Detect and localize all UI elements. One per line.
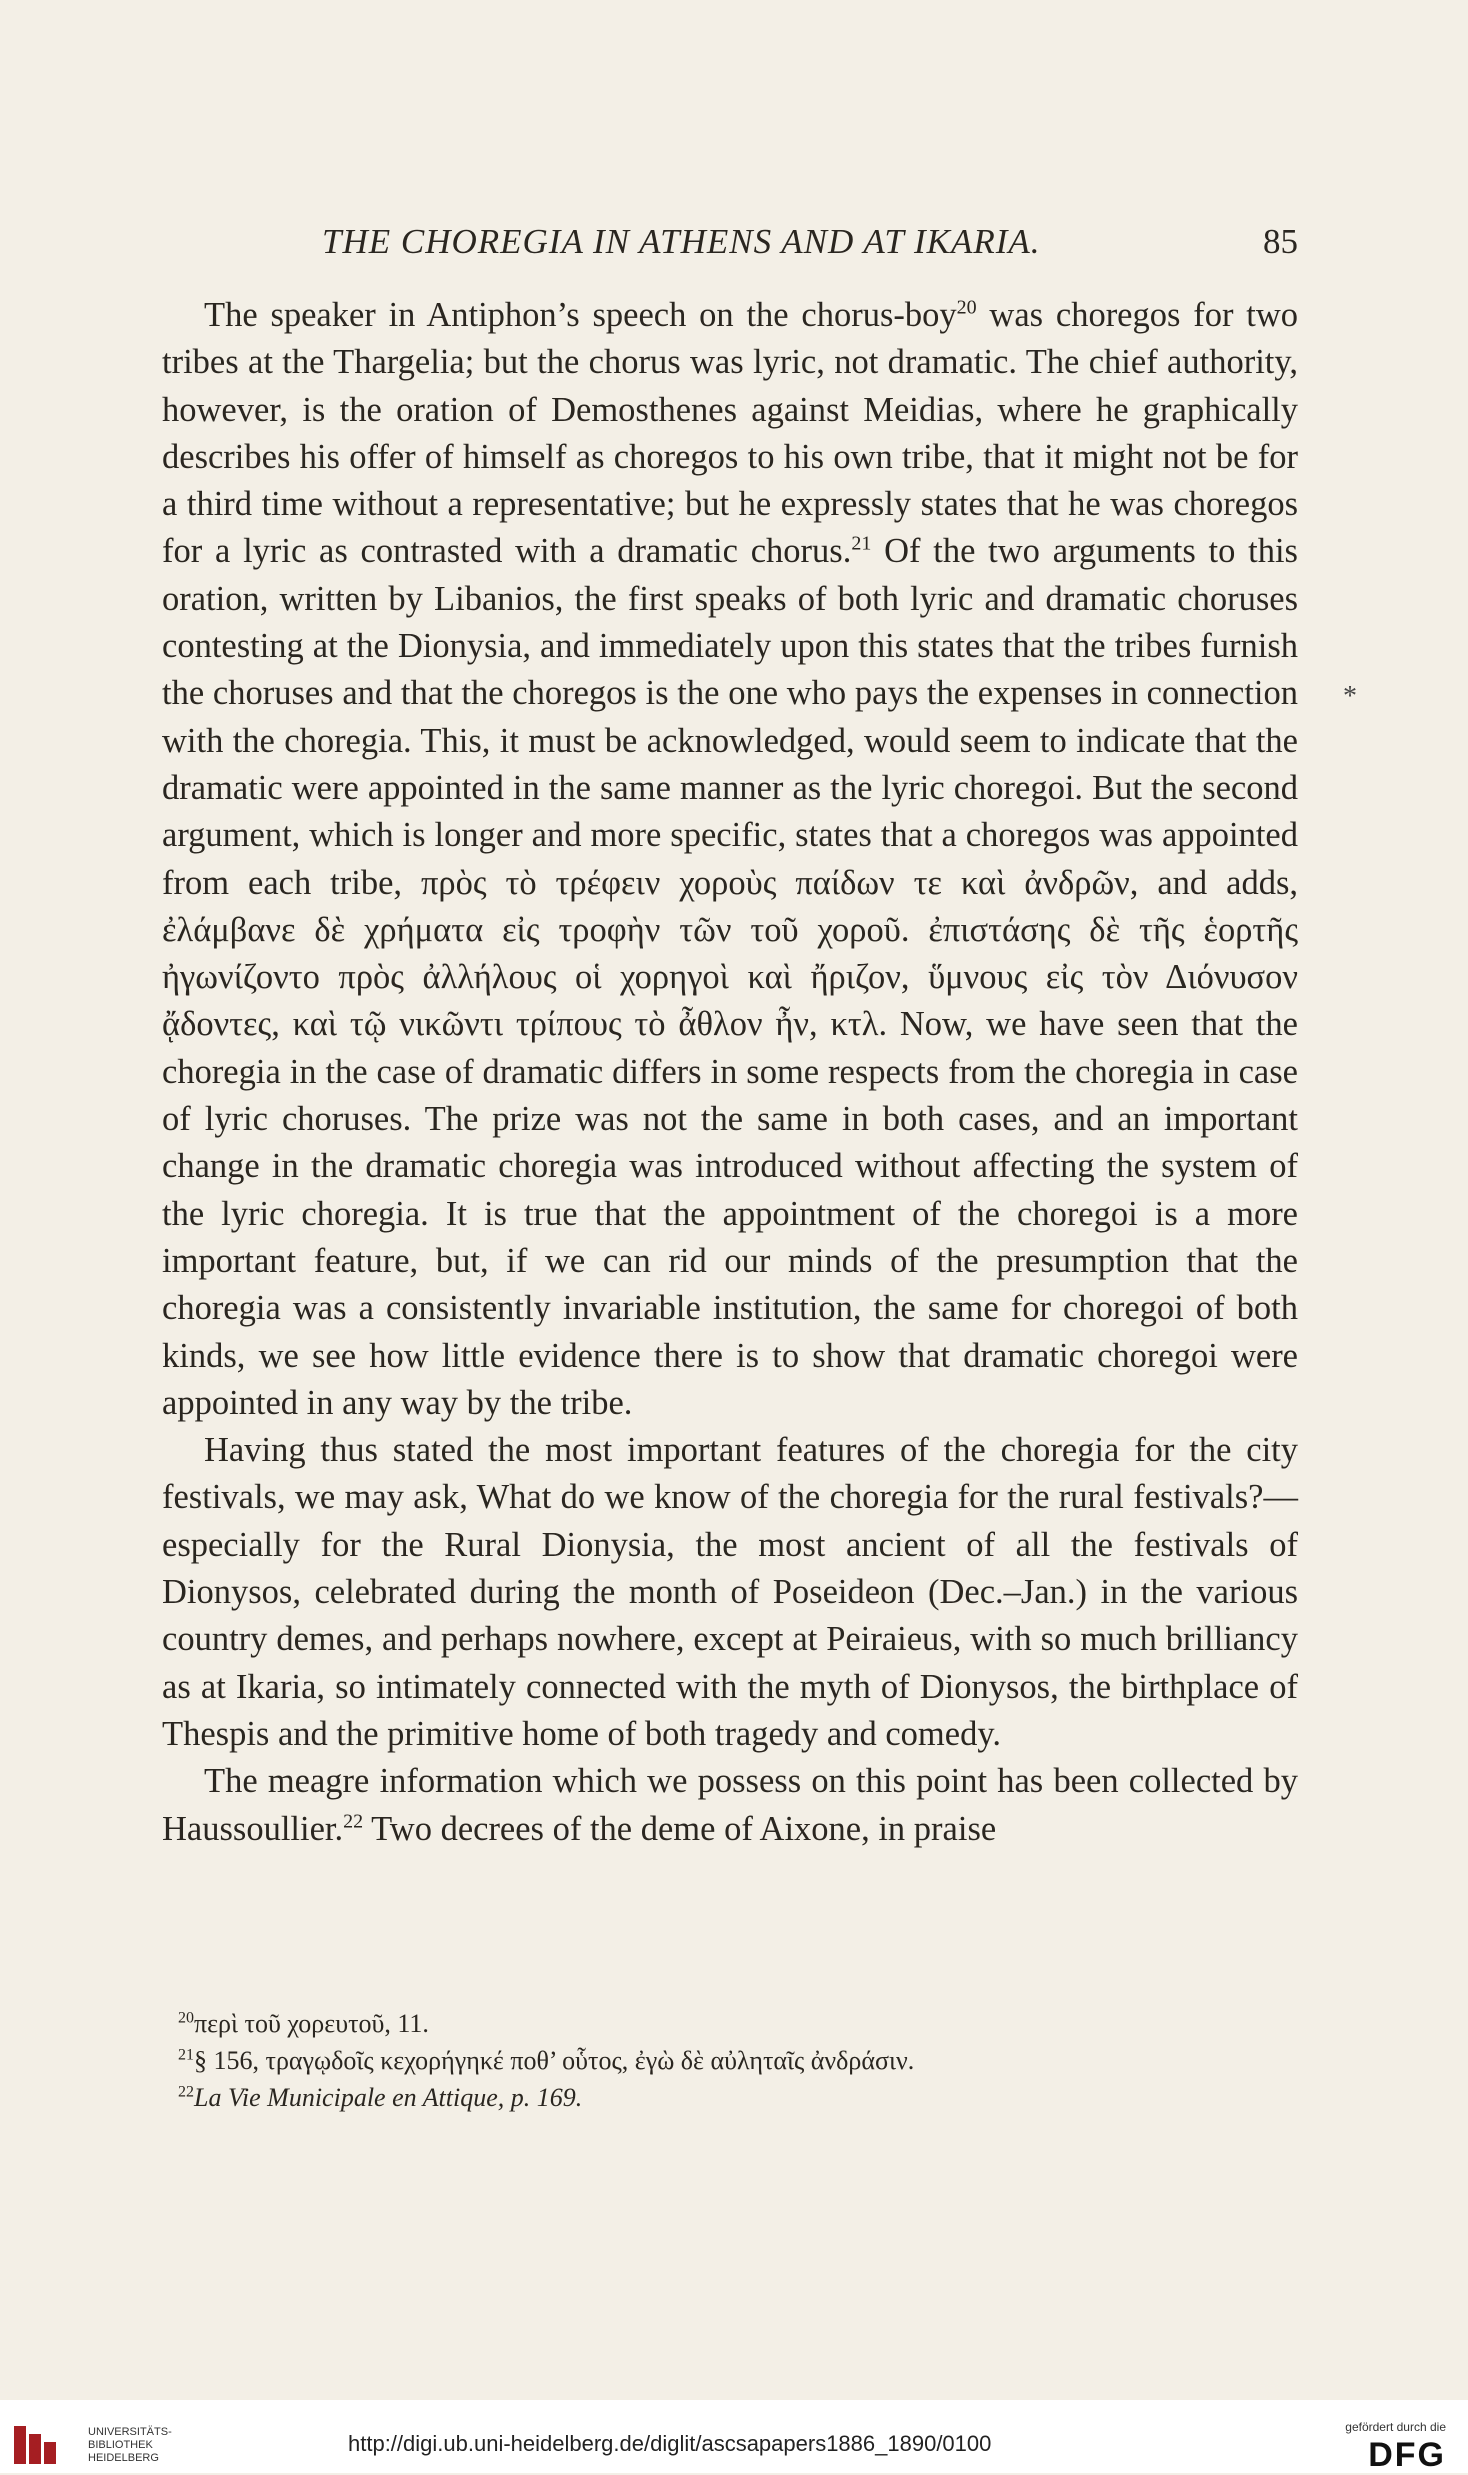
footnote-number: 22 xyxy=(178,2083,194,2101)
paragraph-2 xyxy=(162,1427,1298,1758)
paragraph-text: Of the two arguments to this oration, written by Libanios, the first speaks of both lyric and dramatic choruses contesting at the Dionysia, and immediately upon this states that the tribes furnish the choruses and that the choregos is the one who pays the expenses in connection with the choregia. This, it must be acknowledged, would seem to indicate that the dramatic were appointed in the same manner as the lyric choregoi. But the second argument, which is longer and more specific, states that a choregos was appointed from each tribe, πρὸς τὸ τρέφειν χοροὺς παίδων τε καὶ ἀνδρῶν, and adds, ἐλάμβανε δὲ χρήματα εἰς τροφὴν τῶν τοῦ χοροῦ. ἐπιστάσης δὲ τῆς ἑορτῆς ἠγωνίζοντο πρὸς ἀλλήλους οἱ χορηγοὶ καὶ ἤριζον, ὕμνους εἰς τὸν Διόνυσον ᾄδοντες, καὶ τῷ νικῶντι τρίπους τὸ ἆθλον ἦν, κτλ. Now, we have seen that the choregia in the case of dramatic differs in some respects from the choregia in case of lyric choruses. The prize was not the same in both cases, and an important change in the dramatic choregia was introduced without affecting the system of the lyric choregia. It is true that the appointment of the choregoi is a more important feature, but, if we can rid our minds of the presumption that the choregia was a consistently invariable institution, the same for choregoi of both kinds, we see how little evidence there is to show that dramatic choregoi were appointed in any way by the tribe. xyxy=(162,532,1298,1422)
footnote-text: § 156, τραγῳδοῖς κεχορήγηκέ ποθ’ οὗτος, ἐγὼ δὲ αὐληταῖς ἀνδράσιν. xyxy=(194,2046,915,2075)
paragraph-3 xyxy=(162,1758,1298,1853)
funder-label: gefördert durch die xyxy=(1345,2420,1446,2434)
footnote-ref-20: 20 xyxy=(956,296,977,319)
permalink-url[interactable]: http://digi.ub.uni-heidelberg.de/diglit/ascsapapers1886_1890/0100 xyxy=(348,2431,992,2456)
paragraph-text: was choregos for two tribes at the Thargelia; but the chorus was lyric, not dramatic. The chief authority, however, is the oration of Demosthenes against Meidias, where he graphically describes his offer of himself as choregos to his own tribe, that it might not be for a third time without a representative; but he expressly states that he was choregos for a lyric as contrasted with a dramatic chorus. xyxy=(162,296,1299,571)
footnotes xyxy=(162,2005,1298,2116)
logo-bar xyxy=(44,2442,56,2464)
footnote-number: 20 xyxy=(178,2009,194,2027)
paragraph-text: The speaker in Antiphon’s speech on the chorus-boy xyxy=(204,296,957,334)
footnote-22 xyxy=(178,2079,1298,2116)
page-number: 85 xyxy=(1263,222,1298,261)
library-name xyxy=(88,2426,172,2465)
library-line: UNIVERSITÄTS- xyxy=(88,2426,172,2438)
footnote-ref-21: 21 xyxy=(851,532,872,555)
footnote-20 xyxy=(178,2005,1298,2042)
footnote-number: 21 xyxy=(178,2046,194,2064)
library-line: HEIDELBERG xyxy=(88,2452,159,2464)
library-logo-icon xyxy=(14,2426,84,2464)
digitization-footer xyxy=(0,2400,1468,2473)
dfg-logo: DFG xyxy=(1368,2436,1446,2474)
paragraph-text: Two decrees of the deme of Aixone, in praise xyxy=(363,1809,997,1848)
body-text xyxy=(162,292,1298,1853)
logo-bar xyxy=(14,2426,26,2464)
margin-asterisk: * xyxy=(1343,681,1357,712)
footnote-ref-22: 22 xyxy=(343,1810,364,1832)
running-head: THE CHOREGIA IN ATHENS AND AT IKARIA. xyxy=(322,222,1041,261)
footnote-text: περὶ τοῦ χορευτοῦ, 11. xyxy=(194,2009,429,2038)
paragraph-text: Having thus stated the most important features of the choregia for the city festivals, we may ask, What do we know of the choregia for the rural festivals?—especially for the Rural Dionysia, the most ancient of all the festivals of Dionysos, celebrated during the month of Poseideon (Dec.–Jan.) in the various country demes, and perhaps nowhere, except at Peiraieus, with so much brilliancy as at Ikaria, so intimately connected with the myth of Dionysos, the birthplace of Thespis and the primitive home of both tragedy and comedy. xyxy=(162,1431,1298,1753)
library-line: BIBLIOTHEK xyxy=(88,2439,153,2451)
footnote-21 xyxy=(178,2042,1298,2079)
footnote-text: La Vie Municipale en Attique, p. 169. xyxy=(194,2083,583,2112)
page-header xyxy=(162,222,1298,272)
paragraph-text: The meagre information which we possess on this point has been collected by Haussoullier. xyxy=(162,1762,1298,1848)
paragraph-1 xyxy=(162,292,1298,1427)
logo-bar xyxy=(29,2434,41,2464)
